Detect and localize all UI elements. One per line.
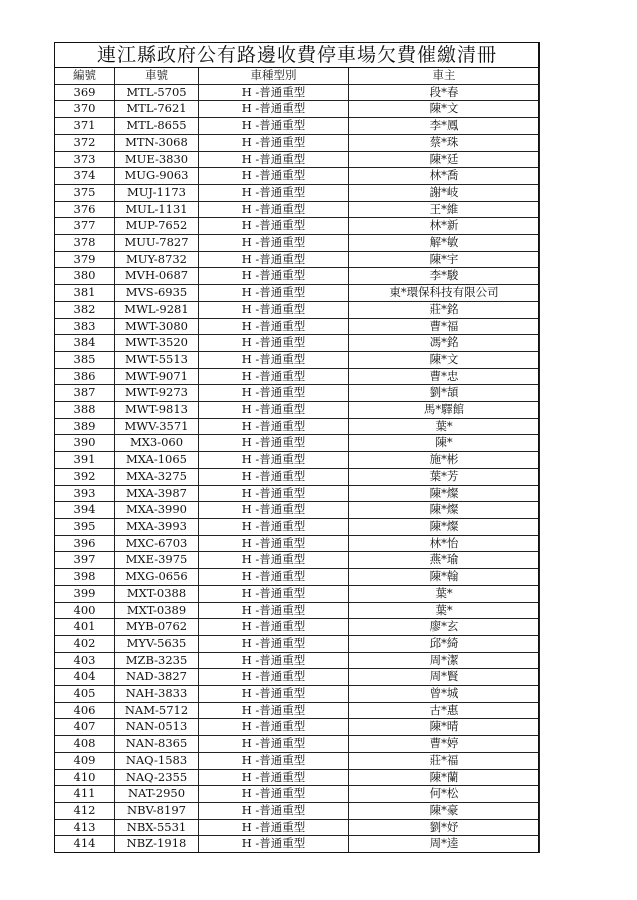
owner-name: 葉*: [349, 585, 540, 602]
owner-name: 陳*晴: [349, 719, 540, 736]
table-row: [55, 184, 540, 201]
vehicle-type: H -普通重型: [199, 569, 349, 586]
owner-name: 燕*瑜: [349, 552, 540, 569]
vehicle-type: H -普通重型: [199, 652, 349, 669]
plate-number: MWT-9273: [115, 385, 199, 402]
row-number: 407: [55, 719, 115, 736]
table-row: [55, 452, 540, 469]
vehicle-type: H -普通重型: [199, 502, 349, 519]
table-row: [55, 736, 540, 753]
row-number: 374: [55, 168, 115, 185]
plate-number: NAD-3827: [115, 669, 199, 686]
vehicle-type: H -普通重型: [199, 836, 349, 853]
row-number: 399: [55, 585, 115, 602]
table-row: [55, 819, 540, 836]
row-number: 406: [55, 702, 115, 719]
plate-number: MYB-0762: [115, 619, 199, 636]
owner-name: 馬*驛館: [349, 402, 540, 419]
plate-number: MTN-3068: [115, 134, 199, 151]
vehicle-type: H -普通重型: [199, 535, 349, 552]
owner-name: 葉*芳: [349, 468, 540, 485]
table-row: [55, 686, 540, 703]
row-number: 381: [55, 285, 115, 302]
owner-name: 林*喬: [349, 168, 540, 185]
plate-number: MYV-5635: [115, 635, 199, 652]
table-row: [55, 468, 540, 485]
row-number: 383: [55, 318, 115, 335]
plate-number: MTL-7621: [115, 101, 199, 118]
row-number: 411: [55, 786, 115, 803]
title-row: [55, 43, 540, 68]
table-row: [55, 151, 540, 168]
vehicle-type: H -普通重型: [199, 402, 349, 419]
row-number: 413: [55, 819, 115, 836]
vehicle-type: H -普通重型: [199, 635, 349, 652]
plate-number: MXA-1065: [115, 452, 199, 469]
vehicle-type: H -普通重型: [199, 168, 349, 185]
table-row: [55, 752, 540, 769]
plate-number: NBV-8197: [115, 802, 199, 819]
plate-number: NBX-5531: [115, 819, 199, 836]
table-row: [55, 552, 540, 569]
plate-number: MXA-3993: [115, 518, 199, 535]
row-number: 403: [55, 652, 115, 669]
table-row: [55, 669, 540, 686]
plate-number: MUL-1131: [115, 201, 199, 218]
table-row: [55, 385, 540, 402]
plate-number: MWT-9071: [115, 368, 199, 385]
table-row: [55, 502, 540, 519]
table-row: [55, 201, 540, 218]
owner-name: 李*駿: [349, 268, 540, 285]
plate-number: MXT-0388: [115, 585, 199, 602]
plate-number: MXC-6703: [115, 535, 199, 552]
table-row: [55, 134, 540, 151]
vehicle-type: H -普通重型: [199, 201, 349, 218]
plate-number: MUG-9063: [115, 168, 199, 185]
vehicle-type: H -普通重型: [199, 285, 349, 302]
table-row: [55, 518, 540, 535]
plate-number: MXT-0389: [115, 602, 199, 619]
row-number: 387: [55, 385, 115, 402]
table-row: [55, 535, 540, 552]
owner-name: 曾*城: [349, 686, 540, 703]
row-number: 372: [55, 134, 115, 151]
table-row: [55, 635, 540, 652]
table-row: [55, 719, 540, 736]
vehicle-type: H -普通重型: [199, 686, 349, 703]
document-title: 連江縣政府公有路邊收費停車場欠費催繳清冊: [55, 43, 540, 68]
row-number: 412: [55, 802, 115, 819]
vehicle-type: H -普通重型: [199, 802, 349, 819]
vehicle-type: H -普通重型: [199, 736, 349, 753]
owner-name: 施*彬: [349, 452, 540, 469]
plate-number: NAM-5712: [115, 702, 199, 719]
owner-name: 周*賢: [349, 669, 540, 686]
owner-name: 林*怡: [349, 535, 540, 552]
table-row: [55, 335, 540, 352]
row-number: 390: [55, 435, 115, 452]
plate-number: NAQ-2355: [115, 769, 199, 786]
vehicle-type: H -普通重型: [199, 585, 349, 602]
plate-number: MXG-0656: [115, 569, 199, 586]
plate-number: MXA-3990: [115, 502, 199, 519]
row-number: 373: [55, 151, 115, 168]
owner-name: 陳*燦: [349, 518, 540, 535]
plate-number: MUY-8732: [115, 251, 199, 268]
owner-name: 馮*銘: [349, 335, 540, 352]
vehicle-type: H -普通重型: [199, 101, 349, 118]
owner-name: 劉*妤: [349, 819, 540, 836]
owner-name: 劉*頡: [349, 385, 540, 402]
owner-name: 東*環保科技有限公司: [349, 285, 540, 302]
owner-name: 曹*福: [349, 318, 540, 335]
vehicle-type: H -普通重型: [199, 301, 349, 318]
vehicle-type: H -普通重型: [199, 769, 349, 786]
arrears-table: [54, 42, 540, 853]
table-row: [55, 351, 540, 368]
row-number: 371: [55, 118, 115, 135]
row-number: 375: [55, 184, 115, 201]
plate-number: MXA-3275: [115, 468, 199, 485]
owner-name: 陳*廷: [349, 151, 540, 168]
table-row: [55, 769, 540, 786]
plate-number: MTL-5705: [115, 84, 199, 101]
row-number: 388: [55, 402, 115, 419]
row-number: 410: [55, 769, 115, 786]
table-row: [55, 418, 540, 435]
owner-name: 葉*: [349, 418, 540, 435]
column-header-vehicle-type: 車種型別: [199, 68, 349, 85]
vehicle-type: H -普通重型: [199, 84, 349, 101]
owner-name: 解*敏: [349, 235, 540, 252]
vehicle-type: H -普通重型: [199, 468, 349, 485]
table-row: [55, 585, 540, 602]
table-row: [55, 836, 540, 853]
plate-number: MWT-3520: [115, 335, 199, 352]
owner-name: 廖*玄: [349, 619, 540, 636]
owner-name: 陳*翰: [349, 569, 540, 586]
plate-number: NBZ-1918: [115, 836, 199, 853]
plate-number: MUP-7652: [115, 218, 199, 235]
plate-number: MTL-8655: [115, 118, 199, 135]
table-row: [55, 118, 540, 135]
row-number: 414: [55, 836, 115, 853]
vehicle-type: H -普通重型: [199, 669, 349, 686]
row-number: 396: [55, 535, 115, 552]
vehicle-type: H -普通重型: [199, 335, 349, 352]
table-row: [55, 786, 540, 803]
row-number: 398: [55, 569, 115, 586]
table-row: [55, 251, 540, 268]
vehicle-type: H -普通重型: [199, 619, 349, 636]
table-row: [55, 318, 540, 335]
table-row: [55, 368, 540, 385]
owner-name: 林*新: [349, 218, 540, 235]
owner-name: 陳*豪: [349, 802, 540, 819]
table-row: [55, 285, 540, 302]
plate-number: MVH-0687: [115, 268, 199, 285]
vehicle-type: H -普通重型: [199, 385, 349, 402]
table-row: [55, 402, 540, 419]
row-number: 382: [55, 301, 115, 318]
column-header-owner: 車主: [349, 68, 540, 85]
plate-number: MWV-3571: [115, 418, 199, 435]
row-number: 401: [55, 619, 115, 636]
owner-name: 何*松: [349, 786, 540, 803]
plate-number: NAH-3833: [115, 686, 199, 703]
vehicle-type: H -普通重型: [199, 318, 349, 335]
table-body: [55, 84, 540, 852]
vehicle-type: H -普通重型: [199, 218, 349, 235]
plate-number: NAN-0513: [115, 719, 199, 736]
table-row: [55, 652, 540, 669]
owner-name: 李*鳳: [349, 118, 540, 135]
vehicle-type: H -普通重型: [199, 452, 349, 469]
owner-name: 陳*宇: [349, 251, 540, 268]
owner-name: 周*潔: [349, 652, 540, 669]
plate-number: MWT-9813: [115, 402, 199, 419]
plate-number: MZB-3235: [115, 652, 199, 669]
table-row: [55, 218, 540, 235]
plate-number: MUU-7827: [115, 235, 199, 252]
plate-number: MWL-9281: [115, 301, 199, 318]
owner-name: 陳*文: [349, 101, 540, 118]
row-number: 397: [55, 552, 115, 569]
plate-number: MWT-5513: [115, 351, 199, 368]
table-row: [55, 602, 540, 619]
plate-number: MUJ-1173: [115, 184, 199, 201]
vehicle-type: H -普通重型: [199, 819, 349, 836]
row-number: 391: [55, 452, 115, 469]
vehicle-type: H -普通重型: [199, 485, 349, 502]
row-number: 379: [55, 251, 115, 268]
vehicle-type: H -普通重型: [199, 184, 349, 201]
column-header-number: 編號: [55, 68, 115, 85]
row-number: 369: [55, 84, 115, 101]
owner-name: 陳*燦: [349, 502, 540, 519]
table-row: [55, 485, 540, 502]
vehicle-type: H -普通重型: [199, 518, 349, 535]
plate-number: NAT-2950: [115, 786, 199, 803]
row-number: 377: [55, 218, 115, 235]
row-number: 370: [55, 101, 115, 118]
table-row: [55, 235, 540, 252]
plate-number: NAN-8365: [115, 736, 199, 753]
owner-name: 謝*岐: [349, 184, 540, 201]
table-row: [55, 702, 540, 719]
owner-name: 陳*文: [349, 351, 540, 368]
vehicle-type: H -普通重型: [199, 418, 349, 435]
table-row: [55, 802, 540, 819]
plate-number: MWT-3080: [115, 318, 199, 335]
owner-name: 曹*婷: [349, 736, 540, 753]
row-number: 380: [55, 268, 115, 285]
table-row: [55, 168, 540, 185]
row-number: 376: [55, 201, 115, 218]
vehicle-type: H -普通重型: [199, 134, 349, 151]
column-header-plate: 車號: [115, 68, 199, 85]
row-number: 384: [55, 335, 115, 352]
row-number: 394: [55, 502, 115, 519]
owner-name: 段*春: [349, 84, 540, 101]
header-row: [55, 68, 540, 85]
row-number: 393: [55, 485, 115, 502]
row-number: 402: [55, 635, 115, 652]
row-number: 389: [55, 418, 115, 435]
row-number: 408: [55, 736, 115, 753]
owner-name: 莊*銘: [349, 301, 540, 318]
table-row: [55, 84, 540, 101]
table-row: [55, 619, 540, 636]
owner-name: 邱*綺: [349, 635, 540, 652]
owner-name: 王*維: [349, 201, 540, 218]
vehicle-type: H -普通重型: [199, 719, 349, 736]
row-number: 378: [55, 235, 115, 252]
owner-name: 蔡*珠: [349, 134, 540, 151]
vehicle-type: H -普通重型: [199, 702, 349, 719]
owner-name: 陳*蘭: [349, 769, 540, 786]
plate-number: MUE-3830: [115, 151, 199, 168]
row-number: 386: [55, 368, 115, 385]
table-row: [55, 101, 540, 118]
vehicle-type: H -普通重型: [199, 368, 349, 385]
plate-number: MX3-060: [115, 435, 199, 452]
plate-number: NAQ-1583: [115, 752, 199, 769]
table-row: [55, 435, 540, 452]
vehicle-type: H -普通重型: [199, 151, 349, 168]
vehicle-type: H -普通重型: [199, 251, 349, 268]
row-number: 405: [55, 686, 115, 703]
vehicle-type: H -普通重型: [199, 786, 349, 803]
table-row: [55, 569, 540, 586]
vehicle-type: H -普通重型: [199, 235, 349, 252]
plate-number: MXE-3975: [115, 552, 199, 569]
plate-number: MVS-6935: [115, 285, 199, 302]
row-number: 400: [55, 602, 115, 619]
vehicle-type: H -普通重型: [199, 552, 349, 569]
vehicle-type: H -普通重型: [199, 602, 349, 619]
row-number: 395: [55, 518, 115, 535]
row-number: 392: [55, 468, 115, 485]
owner-name: 陳*: [349, 435, 540, 452]
owner-name: 莊*福: [349, 752, 540, 769]
vehicle-type: H -普通重型: [199, 268, 349, 285]
owner-name: 陳*燦: [349, 485, 540, 502]
vehicle-type: H -普通重型: [199, 435, 349, 452]
owner-name: 古*惠: [349, 702, 540, 719]
vehicle-type: H -普通重型: [199, 752, 349, 769]
row-number: 409: [55, 752, 115, 769]
plate-number: MXA-3987: [115, 485, 199, 502]
vehicle-type: H -普通重型: [199, 118, 349, 135]
row-number: 385: [55, 351, 115, 368]
table-row: [55, 268, 540, 285]
owner-name: 曹*忠: [349, 368, 540, 385]
vehicle-type: H -普通重型: [199, 351, 349, 368]
table-row: [55, 301, 540, 318]
row-number: 404: [55, 669, 115, 686]
owner-name: 周*逵: [349, 836, 540, 853]
owner-name: 葉*: [349, 602, 540, 619]
